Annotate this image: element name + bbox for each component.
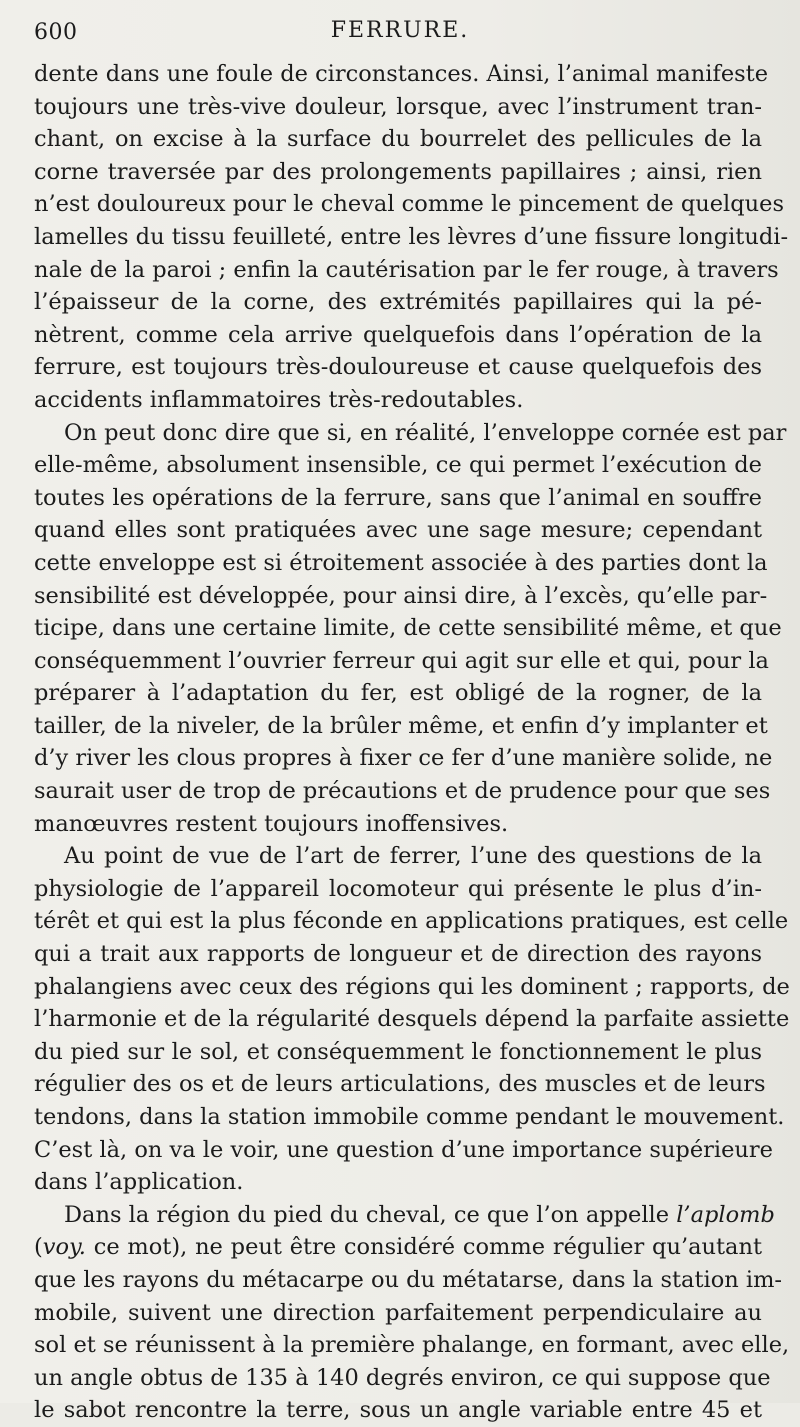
italic-term: l’aplomb: [676, 1201, 775, 1228]
text-span: (: [34, 1234, 43, 1261]
text-line: l’harmonie et de la régularité desquels dépend la parfaite assiette: [34, 1006, 790, 1033]
text-span: Dans la région du pied du cheval, ce que l’on appelle: [64, 1201, 677, 1228]
text-line: l’épaisseur de la corne, des extrémités papillaires qui la pé-: [34, 289, 762, 316]
text-line: nètrent, comme cela arrive quelquefois dans l’opération de la: [34, 321, 762, 348]
text-line: C’est là, on va le voir, une question d’une importance supérieure: [34, 1136, 773, 1163]
text-line: physiologie de l’appareil locomoteur qui présente le plus d’in-: [34, 875, 762, 902]
text-line: sol et se réunissent à la première phalange, en formant, avec elle,: [34, 1332, 790, 1359]
paragraph: [34, 58, 789, 417]
text-line: tendons, dans la station immobile comme pendant le mouvement.: [34, 1104, 785, 1130]
paragraph: [34, 417, 787, 841]
text-line: elle-même, absolument insensible, ce qui permet l’exécution de: [34, 452, 762, 479]
text-line: que les rayons du métacarpe ou du métatarse, dans la station im-: [34, 1266, 783, 1293]
text-line: corne traversée par des prolongements papillaires ; ainsi, rien: [34, 158, 762, 185]
text-line: dans l’application.: [34, 1169, 244, 1196]
text-line: mobile, suivent une direction parfaitement perpendiculaire au: [34, 1299, 762, 1326]
text-line: On peut donc dire que si, en réalité, l’enveloppe cornée est par: [64, 419, 787, 446]
page-number: 600: [34, 20, 78, 45]
text-line: cette enveloppe est si étroitement associée à des parties dont la: [34, 549, 768, 576]
text-line: ticipe, dans une certaine limite, de cette sensibilité même, et que: [34, 615, 782, 642]
text-line: [34, 1199, 775, 1232]
text-line: qui a trait aux rapports de longueur et de direction des rayons: [34, 941, 762, 968]
page-header: [34, 14, 766, 50]
text-line: chant, on excise à la surface du bourrelet des pellicules de la: [34, 126, 762, 153]
text-line: lamelles du tissu feuilleté, entre les lèvres d’une fissure longitudi-: [34, 223, 789, 250]
text-line: nale de la paroi ; enfin la cautérisation par le fer rouge, à travers: [34, 256, 779, 283]
text-line: quand elles sont pratiquées avec une sage mesure; cependant: [34, 517, 762, 544]
paragraph: [34, 840, 790, 1199]
text-line: ferrure, est toujours très-douloureuse et cause quelquefois des: [34, 354, 762, 381]
text-line: saurait user de trop de précautions et de prudence pour que ses: [34, 778, 771, 805]
text-line: du pied sur le sol, et conséquemment le fonctionnement le plus: [34, 1038, 762, 1065]
text-span: ce mot), ne peut être considéré comme régulier qu’autant: [85, 1234, 762, 1261]
text-line: phalangiens avec ceux des régions qui les dominent ; rapports, de: [34, 973, 790, 1000]
text-line: n’est douloureux pour le cheval comme le pincement de quelques: [34, 191, 784, 218]
text-line: térêt et qui est la plus féconde en applications pratiques, est celle: [34, 908, 789, 935]
running-title: FERRURE.: [330, 18, 470, 43]
paragraph: [34, 1199, 790, 1427]
text-line: le sabot rencontre la terre, sous un angle variable entre 45 et: [34, 1397, 762, 1424]
text-line: toutes les opérations de la ferrure, sans que l’animal en souffre: [34, 484, 762, 511]
text-line: toujours une très-vive douleur, lorsque, avec l’instrument tran-: [34, 93, 762, 120]
text-line: tailler, de la niveler, de la brûler même, et enfin d’y implanter et: [34, 712, 768, 739]
text-line: [34, 1231, 762, 1264]
text-line: d’y river les clous propres à fixer ce fer d’une manière solide, ne: [34, 745, 773, 772]
text-line: Au point de vue de l’art de ferrer, l’une des questions de la: [64, 843, 762, 870]
text-line: un angle obtus de 135 à 140 degrés environ, ce qui suppose que: [34, 1364, 771, 1391]
text-line: accidents inflammatoires très-redoutables.: [34, 386, 524, 413]
text-line: préparer à l’adaptation du fer, est obligé de la rogner, de la: [34, 680, 762, 707]
text-line: sensibilité est développée, pour ainsi dire, à l’excès, qu’elle par-: [34, 582, 768, 609]
text-line: dente dans une foule de circonstances. Ainsi, l’animal manifeste: [34, 61, 769, 87]
italic-term: voy.: [42, 1234, 86, 1261]
text-line: manœuvres restent toujours inoffensives.: [34, 810, 509, 837]
text-line: conséquemment l’ouvrier ferreur qui agit sur elle et qui, pour la: [34, 647, 769, 674]
text-line: régulier des os et de leurs articulations, des muscles et de leurs: [34, 1071, 766, 1098]
page-body: [34, 58, 790, 1427]
